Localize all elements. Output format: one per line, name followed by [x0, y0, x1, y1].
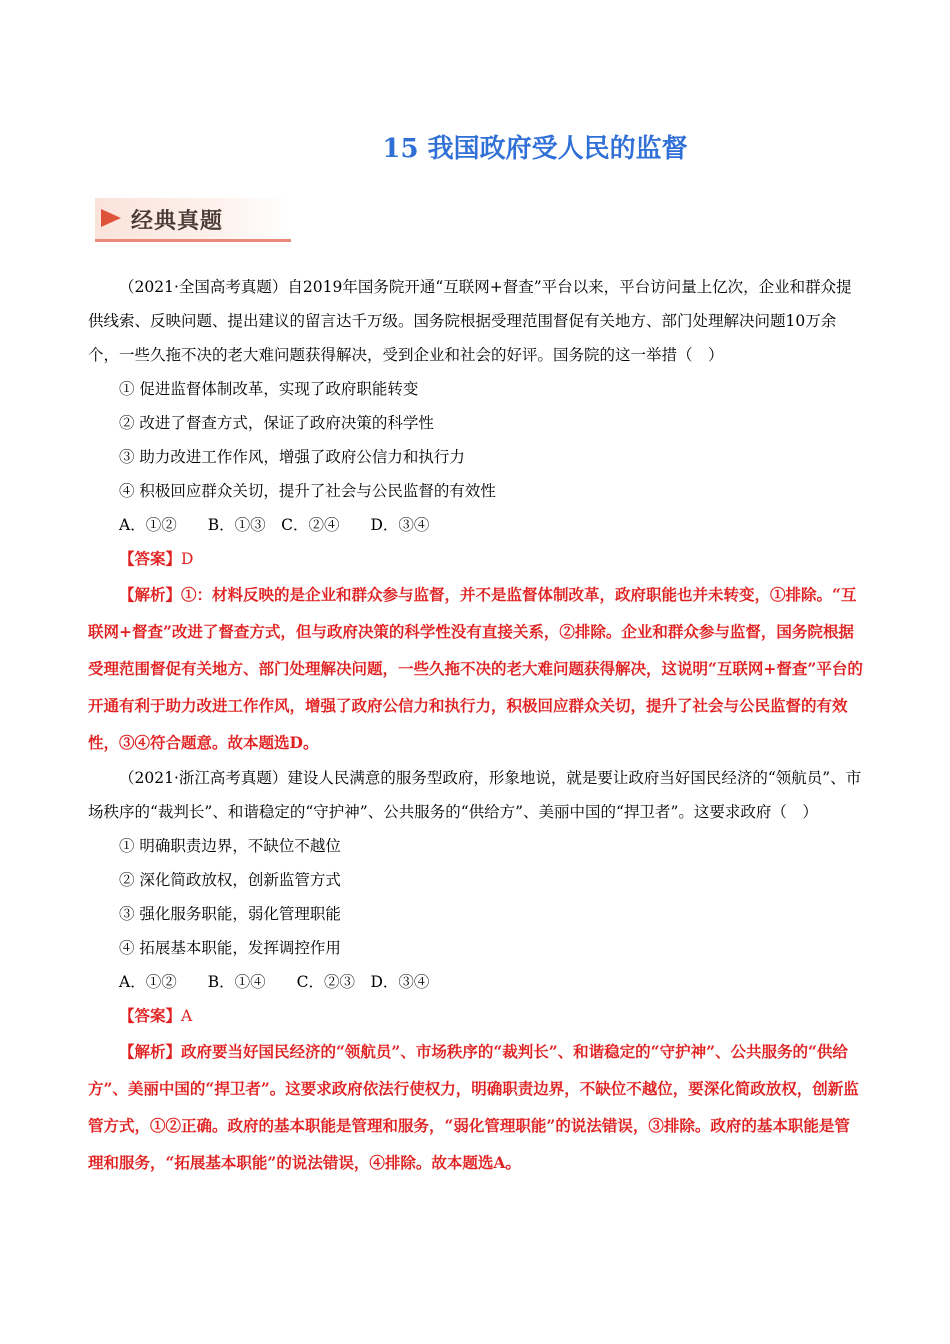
question-1-item: ④ 积极回应群众关切，提升了社会与公民监督的有效性 [119, 482, 496, 500]
answer-value: A [181, 1007, 193, 1025]
answer-value: D [181, 550, 194, 568]
explanation-text: ①：材料反映的是企业和群众参与监督，并不是监督体制改革，政府职能也并未转变，①排除。“互联网+督查”改进了督查方式，但与政府决策的科学性没有直接关系，②排除。企业和群众参与监督，国务院根据受理范围督促有关地方、部门处理解决问题，一些久拖不决的老大难问题获得解决，这说明“互联网+督查”平台的开通有利于助力改进工作作风，增强了政府公信力和执行力，积极回应群众关切，提升了社会与公民监督的有效性，③④符合题意。故本题选D。 [88, 585, 863, 752]
explanation-text: 政府要当好国民经济的“领航员”、市场秩序的“裁判长”、和谐稳定的“守护神”、公共服务的“供给方”、美丽中国的“捍卫者”。这要求政府依法行使权力，明确职责边界，不缺位不越位，要深化简政放权，创新监管方式，①②正确。政府的基本职能是管理和服务，“弱化管理职能”的说法错误，③排除。政府的基本职能是管理和服务，“拓展基本职能”的说法错误，④排除。故本题选A。 [88, 1042, 859, 1172]
question-1-item: ③ 助力改进工作作风，增强了政府公信力和执行力 [119, 448, 465, 466]
document-body [88, 270, 864, 1181]
question-2-item: ③ 强化服务职能，弱化管理职能 [119, 905, 341, 923]
question-1-item: ① 促进监督体制改革，实现了政府职能转变 [119, 380, 419, 398]
question-2-explanation [88, 1033, 864, 1181]
question-2-choices: A．①② B．①④ C．②③ D．③④ [119, 973, 430, 991]
question-1-answer [88, 542, 864, 576]
question-1-stem: （2021·全国高考真题）自2019年国务院开通“互联网+督查”平台以来，平台访问量上亿次，企业和群众提供线索、反映问题、提出建议的留言达千万级。国务院根据受理范围督促有关地方、部门处理解决问题10万余个，一些久拖不决的老大难问题获得解决，受到企业和社会的好评。国务院的这一举措（ ） [88, 278, 852, 364]
question-2-stem: （2021·浙江高考真题）建设人民满意的服务型政府，形象地说，就是要让政府当好国民经济的“领航员”、市场秩序的“裁判长”、和谐稳定的“守护神”、公共服务的“供给方”、美丽中国的“捍卫者”。这要求政府（ ） [88, 769, 862, 821]
question-1-item: ② 改进了督查方式，保证了政府决策的科学性 [119, 414, 434, 432]
explanation-label: 【解析】 [119, 585, 182, 604]
question-2-item: ① 明确职责边界，不缺位不越位 [119, 837, 341, 855]
question-1-choices: A．①② B．①③ C．②④ D．③④ [119, 516, 430, 534]
question-2-item: ② 深化简政放权，创新监管方式 [119, 871, 341, 889]
answer-label: 【答案】 [119, 549, 182, 568]
question-1-explanation [88, 576, 864, 761]
page-title: 15 我国政府受人民的监督 [382, 134, 688, 164]
answer-label: 【答案】 [119, 1006, 182, 1025]
explanation-label: 【解析】 [119, 1042, 182, 1061]
arrow-icon [101, 209, 121, 227]
question-2-item: ④ 拓展基本职能，发挥调控作用 [119, 939, 341, 957]
question-2-answer [88, 999, 864, 1033]
section-label: 经典真题 [131, 209, 224, 234]
section-banner [95, 198, 291, 242]
